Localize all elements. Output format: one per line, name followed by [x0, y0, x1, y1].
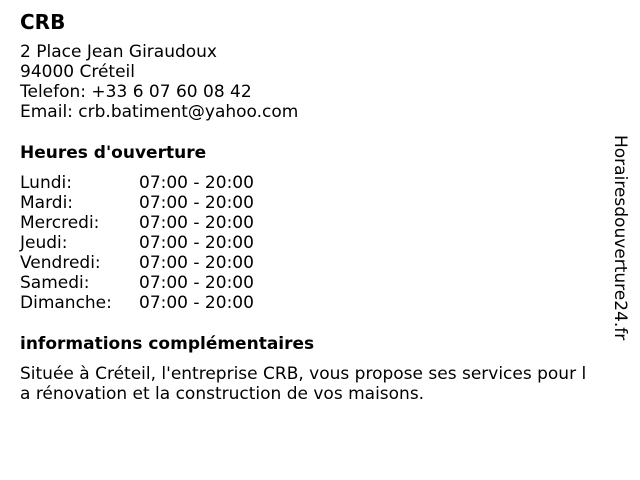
hours-row-tuesday	[20, 193, 590, 213]
time-range: 07:00 - 20:00	[139, 173, 254, 193]
hours-row-monday	[20, 173, 590, 193]
hours-title: Heures d'ouverture	[20, 143, 207, 163]
time-range: 07:00 - 20:00	[139, 213, 254, 233]
time-range: 07:00 - 20:00	[139, 273, 254, 293]
time-range: 07:00 - 20:00	[139, 233, 254, 253]
hours-list	[20, 173, 590, 313]
site-watermark: Horairesdouverture24.fr	[610, 135, 630, 341]
day-label: Mercredi:	[20, 213, 100, 233]
day-label: Dimanche:	[20, 293, 112, 313]
business-name: CRB	[20, 10, 66, 34]
day-label: Lundi:	[20, 173, 72, 193]
hours-row-friday	[20, 253, 590, 273]
info-title: informations complémentaires	[20, 334, 315, 354]
business-card	[20, 10, 590, 404]
day-label: Samedi:	[20, 273, 90, 293]
day-label: Mardi:	[20, 193, 74, 213]
email-address: Email: crb.batiment@yahoo.com	[20, 102, 299, 122]
day-label: Vendredi:	[20, 253, 101, 273]
time-range: 07:00 - 20:00	[139, 193, 254, 213]
info-description: Située à Créteil, l'entreprise CRB, vous propose ses services pour la rénovation et la construction de vos maisons.	[20, 364, 587, 404]
hours-row-thursday	[20, 233, 590, 253]
address-line-2: 94000 Créteil	[20, 62, 135, 82]
hours-row-sunday	[20, 293, 590, 313]
day-label: Jeudi:	[20, 233, 68, 253]
hours-row-saturday	[20, 273, 590, 293]
phone-number: Telefon: +33 6 07 60 08 42	[20, 82, 252, 102]
time-range: 07:00 - 20:00	[139, 293, 254, 313]
hours-row-wednesday	[20, 213, 590, 233]
time-range: 07:00 - 20:00	[139, 253, 254, 273]
address-line-1: 2 Place Jean Giraudoux	[20, 42, 217, 62]
